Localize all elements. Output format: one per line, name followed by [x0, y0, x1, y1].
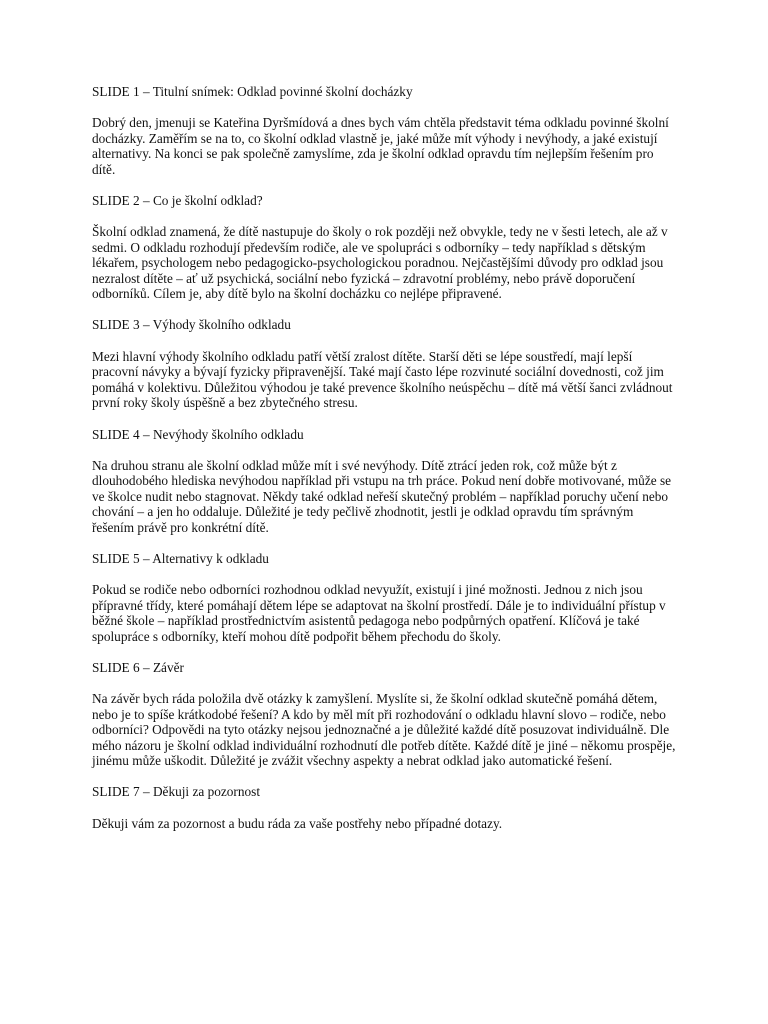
slide-4-heading: SLIDE 4 – Nevýhody školního odkladu — [92, 426, 304, 442]
slide-1-section — [92, 84, 678, 177]
slide-7-heading: SLIDE 7 – Děkuji za pozornost — [92, 784, 261, 800]
slide-2-heading: SLIDE 2 – Co je školní odklad? — [92, 193, 263, 209]
slide-6-text: Na závěr bych ráda položila dvě otázky k zamyšlení. Myslíte si, že školní odklad skutečně pomáhá dětem, nebo je to spíše krátkodobé řešení? A kdo by měl mít při rozhodování o odkladu hlavní slovo – rodiče, nebo odborníci? Odpovědi na tyto otázky nejsou jednoznačné a je důležité každé dítě posuzovat individuálně. Dle mého názoru je školní odklad individuální rozhodnutí dle potřeb dítěte. Každé dítě je jiné – někomu prospěje, jinému může uškodit. Důležité je zvážit všechny aspekty a nebrat odklad jako automatické řešení. — [92, 691, 676, 768]
slide-5-section — [92, 551, 678, 644]
document-content — [92, 84, 678, 847]
slide-3-text: Mezi hlavní výhody školního odkladu patří větší zralost dítěte. Starší děti se lépe soustředí, mají lepší pracovní návyky a bývají fyzicky připravenější. Také mají často lépe rozvinuté sociální dovednosti, což jim pomáhá v kolektivu. Důležitou výhodou je také prevence školního neúspěchu – dítě má větší šanci zvládnout první roky školy úspěšně a bez zbytečného stresu. — [92, 348, 673, 411]
slide-5-heading: SLIDE 5 – Alternativy k odkladu — [92, 550, 269, 566]
slide-2-section — [92, 193, 678, 301]
slide-5-text: Pokud se rodiče nebo odborníci rozhodnou odklad nevyužít, existují i jiné možnosti. Jednou z nich jsou přípravné třídy, které pomáhají dětem lépe se adaptovat na školní prostředí. Dále je to individuální přístup v běžné škole – například prostřednictvím asistentů pedagoga nebo podpůrných opatření. Klíčová je také spolupráce s odborníky, kteří mohou dítě podpořit během přechodu do školy. — [92, 582, 666, 644]
slide-1-text: Dobrý den, jmenuji se Kateřina Dyršmídová a dnes bych vám chtěla představit téma odkladu povinné školní docházky. Zaměřím se na to, co školní odklad vlastně je, jaké může mít výhody i nevýhody, a jaké existují alternativy. Na konci se pak společně zamyslíme, zda je školní odklad opravdu tím nejlepším řešením pro dítě. — [92, 115, 669, 177]
slide-3-section — [92, 317, 678, 410]
slide-2-text: Školní odklad znamená, že dítě nastupuje do školy o rok později než obvykle, tedy ne v šesti letech, ale až v sedmi. O odkladu rozhodují především rodiče, ale ve spolupráci s odborníky – tedy například s dětským lékařem, psychologem nebo pedagogicko-psychologickou poradnou. Nejčastějšími důvody pro odklad jsou nezralost dítěte – ať už psychická, sociální nebo fyzická – zdravotní problémy, nebo právě doporučení odborníků. Cílem je, aby dítě bylo na školní docházku co nejlépe připravené. — [92, 224, 668, 302]
slide-3-heading: SLIDE 3 – Výhody školního odkladu — [92, 317, 291, 333]
slide-1-heading: SLIDE 1 – Titulní snímek: Odklad povinné školní docházky — [92, 84, 413, 99]
slide-4-text: Na druhou stranu ale školní odklad může mít i své nevýhody. Dítě ztrácí jeden rok, což může být z dlouhodobého hlediska nevýhodou například při vstupu na trh práce. Pokud není dobře motivované, může se ve školce nudit nebo stagnovat. Někdy také odklad neřeší skutečný problém – například poruchy učení nebo chování – a jen ho oddaluje. Důležité je tedy pečlivě zhodnotit, jestli je odklad opravdu tím správným řešením právě pro konkrétní dítě. — [92, 457, 672, 535]
slide-7-text: Děkuji vám za pozornost a budu ráda za vaše postřehy nebo případné dotazy. — [92, 815, 503, 831]
slide-6-section — [92, 660, 678, 768]
slide-6-heading: SLIDE 6 – Závěr — [92, 659, 184, 675]
slide-7-section — [92, 784, 678, 831]
slide-4-section — [92, 427, 678, 535]
